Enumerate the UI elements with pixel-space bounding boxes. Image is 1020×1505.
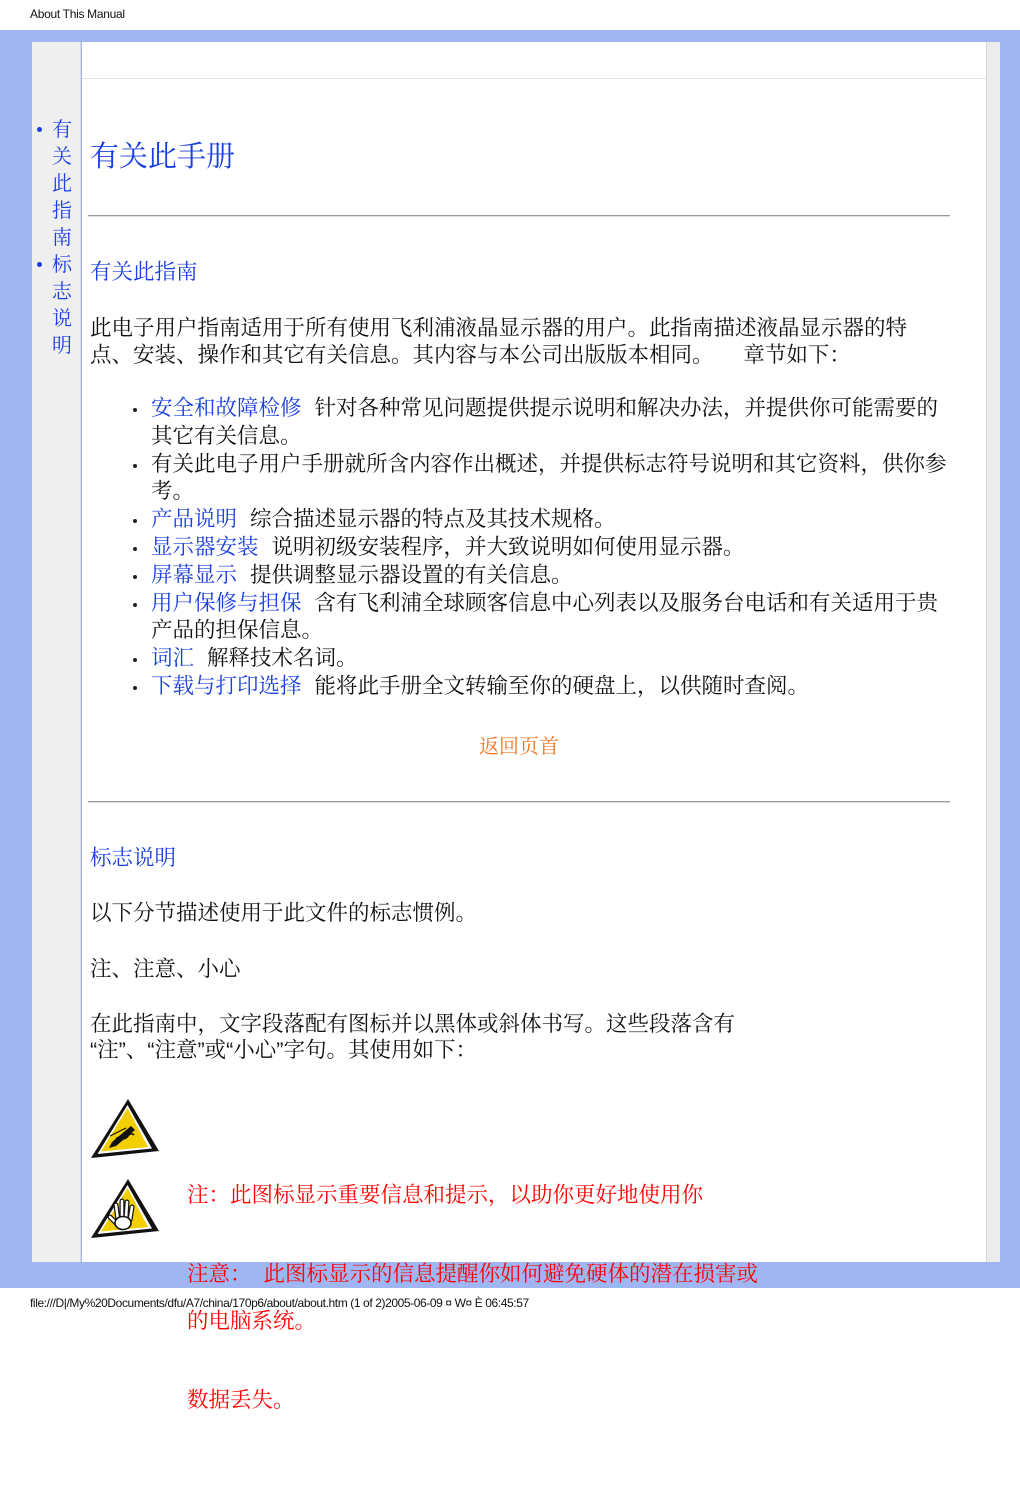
chapter-link-glossary[interactable]: 词汇 bbox=[151, 646, 195, 671]
chapter-link-download[interactable]: 下载与打印选择 bbox=[151, 673, 302, 698]
bullet-icon bbox=[133, 575, 137, 579]
chapter-description: 解释技术名词。 bbox=[207, 646, 358, 671]
chapter-link-warranty[interactable]: 用户保修与担保 bbox=[151, 590, 302, 615]
caution-line: 注意： 此图标显示的信息提醒你如何避免硬体的潜在损害或 bbox=[187, 1262, 758, 1286]
bullet-icon bbox=[133, 658, 137, 662]
chapter-link-product-info[interactable]: 产品说明 bbox=[151, 507, 238, 532]
chapter-description: 说明初级安装程序，并大致说明如何使用显示器。 bbox=[271, 534, 745, 559]
chapter-list bbox=[133, 395, 953, 701]
chapter-description: 含有飞利浦全球顾客信息中心列表以及服务台电话和有关适用于贵产品的担保信息。 bbox=[151, 590, 939, 643]
chapter-item-safety bbox=[133, 395, 953, 451]
caution-icon bbox=[90, 1178, 160, 1242]
horizontal-rule bbox=[88, 801, 950, 803]
back-to-top-link[interactable]: 返回页首 bbox=[479, 736, 559, 758]
conventions-paragraph bbox=[90, 1011, 735, 1063]
note-line: 的电脑系统。 bbox=[187, 1309, 317, 1333]
bullet-icon bbox=[133, 547, 137, 551]
chapter-description: 提供调整显示器设置的有关信息。 bbox=[250, 562, 573, 587]
note-line: 注：此图标显示重要信息和提示，以助你更好地使用你 bbox=[187, 1183, 704, 1207]
bullet-icon bbox=[133, 519, 137, 523]
bullet-icon bbox=[133, 464, 137, 468]
bullet-icon bbox=[133, 603, 137, 607]
bullet-icon bbox=[133, 686, 137, 690]
page-title: 有关此手册 bbox=[90, 141, 236, 173]
chapter-item-download bbox=[133, 673, 953, 701]
chapter-item-glossary bbox=[133, 645, 953, 673]
chapter-link-osd[interactable]: 屏幕显示 bbox=[151, 562, 238, 587]
bullet-icon bbox=[37, 262, 42, 267]
print-header-title: About This Manual bbox=[30, 7, 125, 21]
conventions-subheading: 注、注意、小心 bbox=[90, 956, 241, 981]
print-footer-path: file:///D|/My%20Documents/dfu/A7/china/170p6/about/about.htm (1 of 2)2005-06-09 ¤ W¤ È 06:45:57 bbox=[30, 1296, 529, 1310]
caution-line: 数据丢失。 bbox=[187, 1388, 295, 1412]
chapter-item-about-manual bbox=[133, 451, 953, 507]
chapter-item-product-info bbox=[133, 506, 953, 534]
chapter-item-warranty bbox=[133, 590, 953, 646]
section-heading-conventions: 标志说明 bbox=[90, 845, 177, 870]
chapter-link-install[interactable]: 显示器安装 bbox=[151, 534, 259, 559]
about-guide-paragraph: 此电子用户指南适用于所有使用飞利浦液晶显示器的用户。此指南描述液晶显示器的特点、安装、操作和其它有关信息。其内容与本公司出版版本相同。 章节如下： bbox=[90, 315, 908, 367]
chapter-item-install bbox=[133, 534, 953, 562]
right-frame-strip bbox=[986, 42, 1000, 1262]
paragraph-line: 在此指南中，文字段落配有图标并以黑体或斜体书写。这些段落含有 bbox=[90, 1012, 736, 1036]
top-divider bbox=[82, 78, 986, 79]
sidebar-link-about-guide[interactable]: 有关此指南 bbox=[52, 118, 72, 249]
paragraph-line: “注”、“注意”或“小心”字句。其使用如下： bbox=[90, 1038, 477, 1062]
chapter-item-osd bbox=[133, 562, 953, 590]
back-to-top bbox=[88, 734, 950, 761]
caution-text bbox=[187, 1169, 758, 1505]
note-icon bbox=[90, 1098, 160, 1162]
sidebar bbox=[32, 42, 81, 1262]
bullet-icon bbox=[133, 408, 137, 412]
chapter-description: 综合描述显示器的特点及其技术规格。 bbox=[250, 507, 616, 532]
chapter-link-safety[interactable]: 安全和故障检修 bbox=[151, 396, 302, 420]
horizontal-rule bbox=[88, 215, 950, 217]
chapter-description: 针对各种常见问题提供提示说明和解决办法，并提供你可能需要的其它有关信息。 bbox=[151, 396, 939, 448]
bullet-icon bbox=[37, 127, 42, 132]
sidebar-link-conventions[interactable]: 标志说明 bbox=[52, 253, 72, 357]
chapter-description: 有关此电子用户手册就所含内容作出概述，并提供标志符号说明和其它资料，供你参考。 bbox=[151, 451, 947, 504]
conventions-intro: 以下分节描述使用于此文件的标志惯例。 bbox=[90, 900, 478, 925]
chapter-description: 能将此手册全文转输至你的硬盘上，以供随时查阅。 bbox=[314, 673, 810, 698]
section-heading-about-guide: 有关此指南 bbox=[90, 259, 198, 284]
